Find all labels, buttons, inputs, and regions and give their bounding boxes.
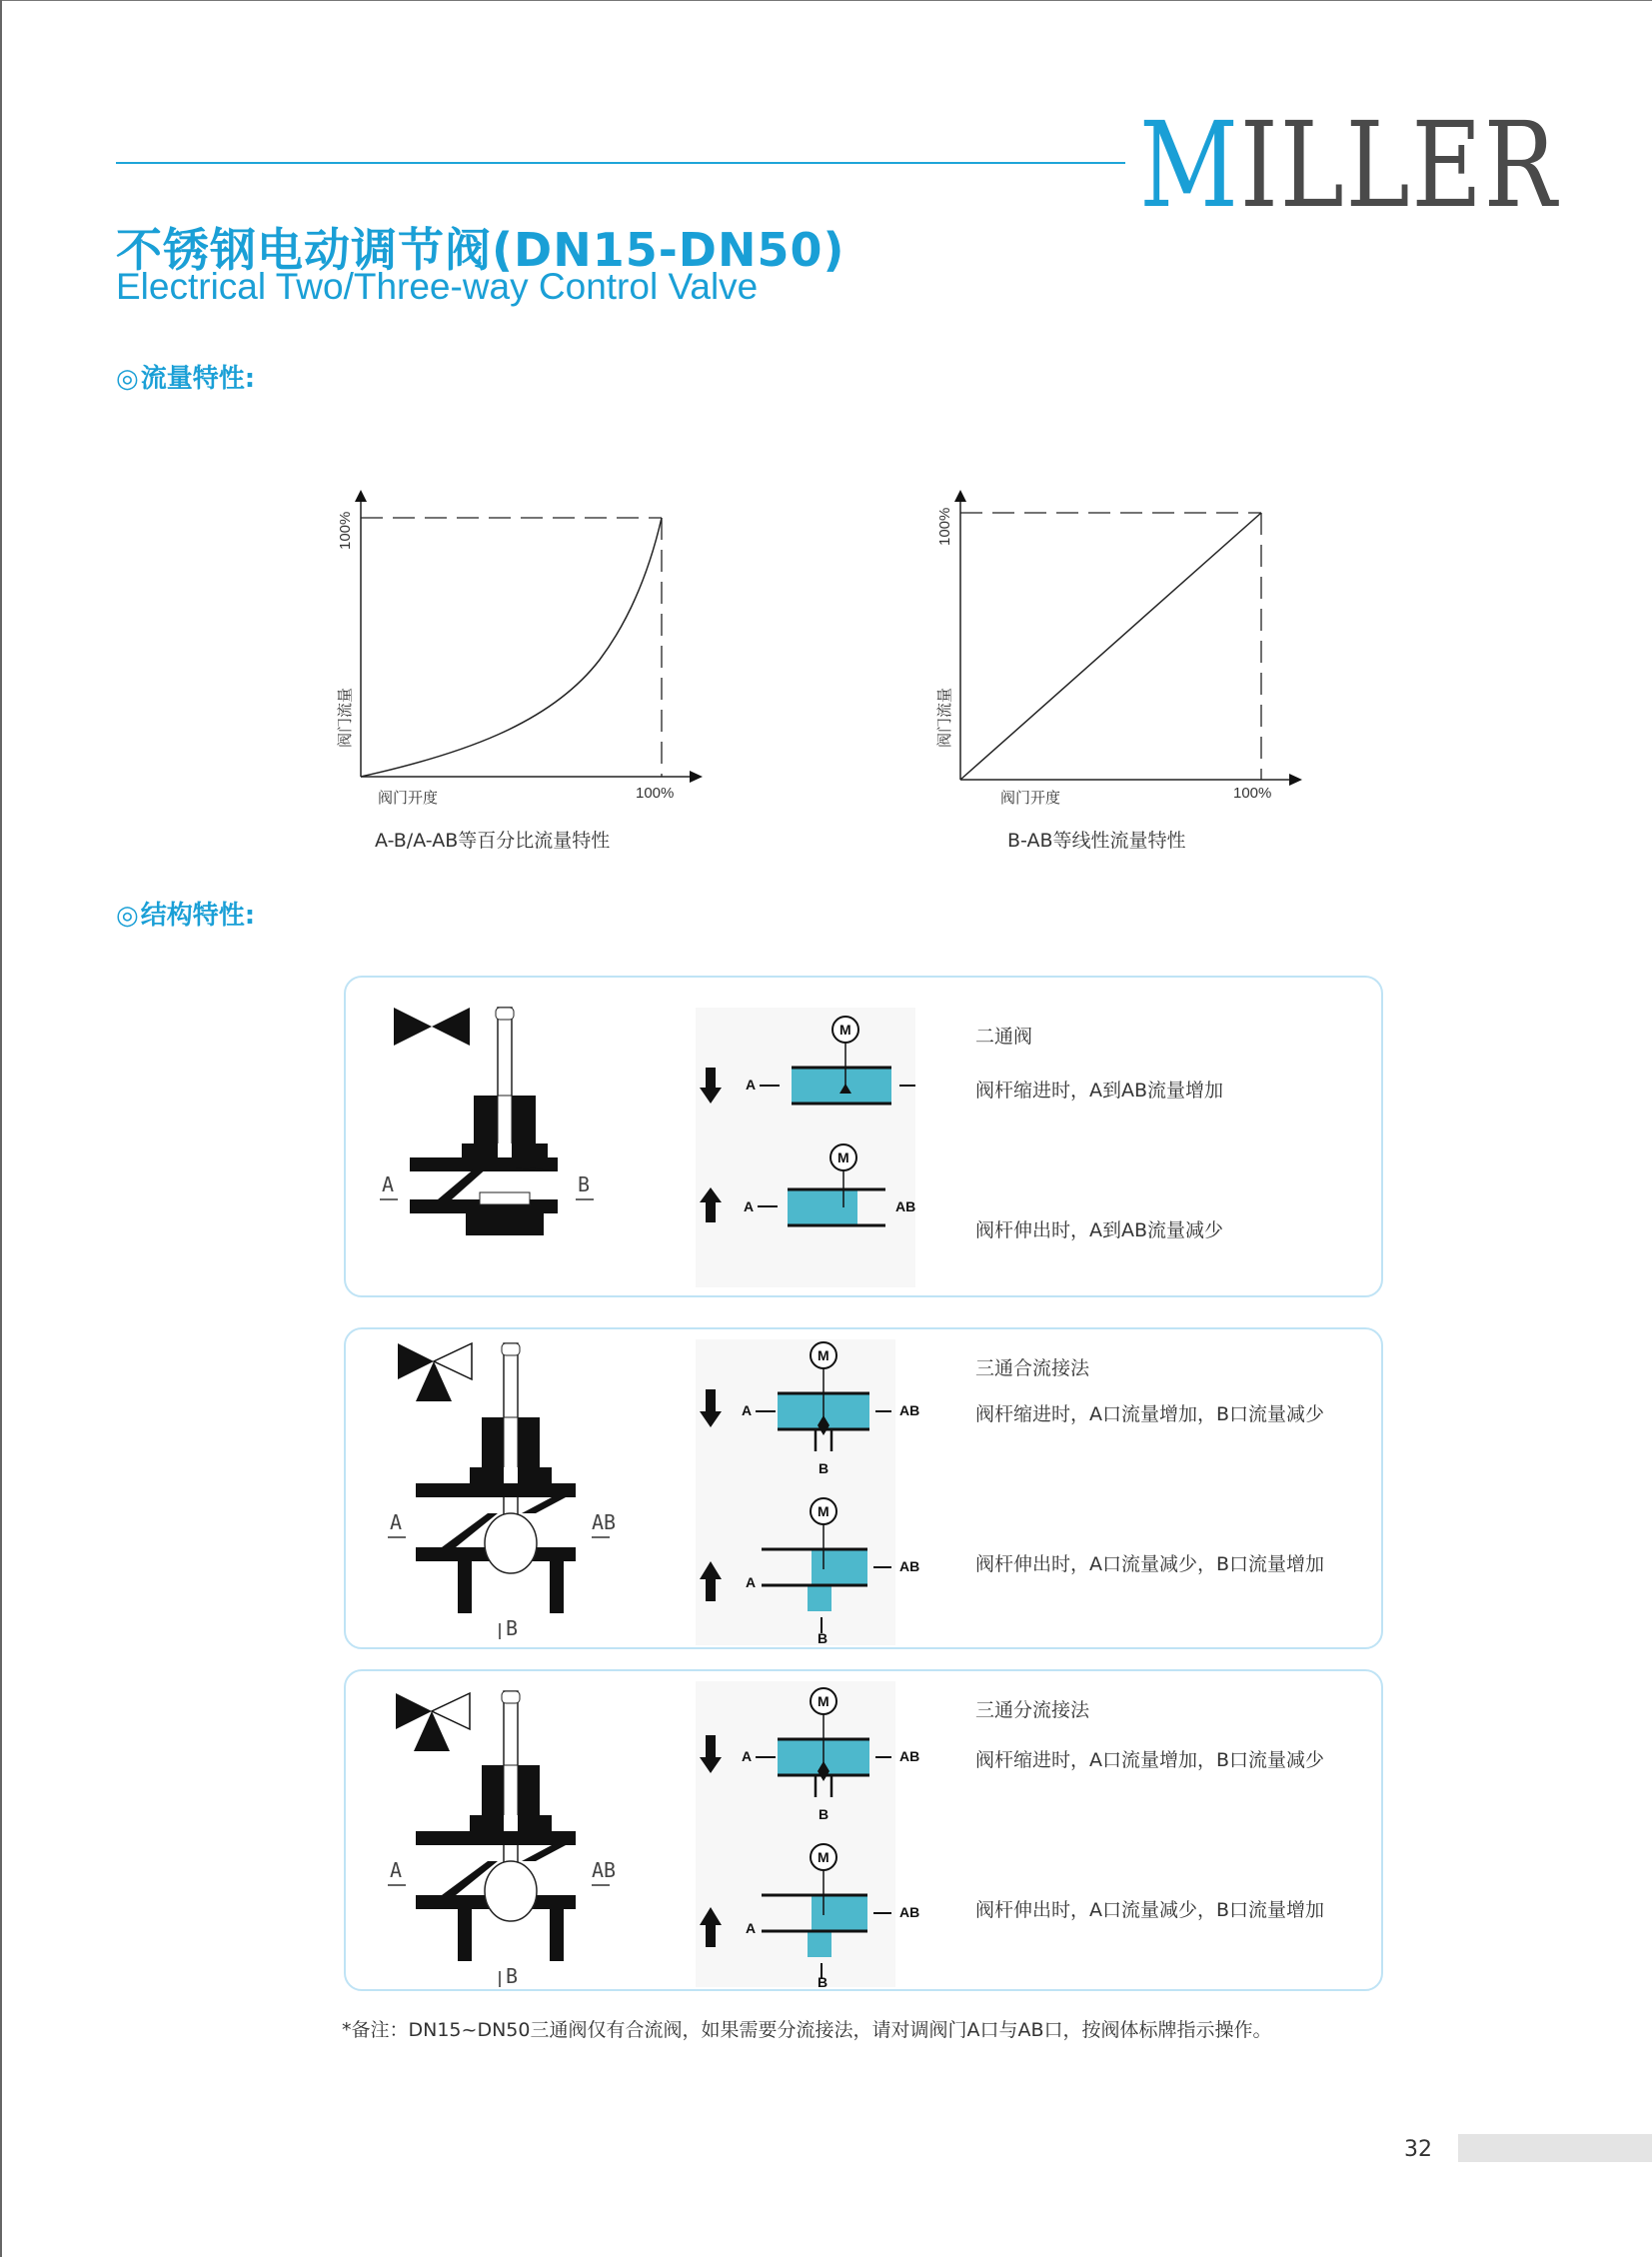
panel-desc-retract: 阀杆缩进时，A到AB流量增加 [975, 1080, 1224, 1102]
y-axis-label: 阀门流量 [336, 687, 354, 748]
chart-linear [919, 480, 1319, 807]
x-axis-label: 阀门开度 [1000, 789, 1061, 807]
y-axis-label: 阀门流量 [935, 687, 953, 748]
svg-text:M: M [818, 1849, 829, 1865]
y-tick-end: 100% [337, 511, 354, 550]
x-axis-label: 阀门开度 [378, 789, 439, 807]
section-heading-label: 结构特性: [140, 901, 256, 931]
page-number: 32 [1404, 2137, 1432, 2162]
svg-text:B: B [818, 1974, 828, 1990]
svg-text:B: B [819, 1460, 829, 1476]
svg-text:AB: AB [895, 1198, 916, 1214]
panel-desc-retract: 阀杆缩进时，A口流量增加，B口流量减少 [975, 1749, 1325, 1771]
svg-text:M: M [818, 1347, 829, 1363]
three-way-mixing-flow-schematic [696, 1339, 920, 1646]
svg-text:M: M [837, 1149, 849, 1165]
chart-equal-percentage [320, 480, 720, 807]
section-heading-structure [116, 895, 255, 932]
port-label-ab: AB [592, 1510, 617, 1534]
svg-text:M: M [818, 1503, 829, 1519]
port-label-b: B [578, 1172, 591, 1196]
valve-panel-three-way-diverting [344, 1669, 1383, 1991]
footnote: *备注：DN15~DN50三通阀仅有合流阀，如果需要分流接法，请对调阀门A口与AB口，按阀体标牌指示操作。 [342, 2019, 1272, 2041]
svg-text:B: B [818, 1630, 828, 1646]
page-border [0, 0, 1652, 1]
svg-text:A: A [742, 1402, 753, 1418]
chart-caption: B-AB等线性流量特性 [1007, 830, 1186, 852]
port-label-b: B [506, 1616, 519, 1640]
svg-text:A: A [742, 1748, 753, 1764]
svg-text:M: M [839, 1022, 851, 1038]
double-circle-icon: ◎ [116, 364, 139, 394]
svg-text:A: A [746, 1920, 757, 1936]
arrow-down-icon [700, 1389, 722, 1427]
port-label-a: A [390, 1858, 403, 1882]
two-way-valve-cross-section [382, 1008, 646, 1237]
port-label-a: A [382, 1172, 395, 1196]
x-tick-end: 100% [636, 785, 675, 802]
section-heading-flow [116, 358, 255, 395]
svg-text:AB: AB [899, 1904, 920, 1920]
port-label-b: B [506, 1964, 519, 1988]
brand-logo-initial: M [1139, 96, 1240, 234]
valve-panel-two-way [344, 976, 1383, 1297]
section-heading-label: 流量特性: [140, 364, 256, 394]
three-way-valve-cross-section [390, 1691, 662, 1991]
chart-caption: A-B/A-AB等百分比流量特性 [375, 830, 611, 852]
port-label-ab: AB [592, 1858, 617, 1882]
arrow-down-icon [700, 1735, 722, 1773]
three-way-valve-cross-section [390, 1343, 662, 1643]
svg-text:AB: AB [899, 1748, 920, 1764]
page-number-bar [1458, 2134, 1652, 2162]
two-way-flow-schematic [696, 1008, 915, 1287]
panel-title: 三通分流接法 [975, 1699, 1090, 1721]
brand-logo [1139, 96, 1559, 234]
svg-text:A: A [746, 1077, 757, 1093]
arrow-down-icon [700, 1068, 722, 1104]
arrow-up-icon [700, 1561, 722, 1601]
panel-desc-extend: 阀杆伸出时，A口流量减少，B口流量增加 [975, 1899, 1325, 1921]
panel-desc-extend: 阀杆伸出时，A到AB流量减少 [975, 1219, 1224, 1241]
x-tick-end: 100% [1233, 785, 1272, 802]
valve-panel-three-way-mixing [344, 1327, 1383, 1649]
svg-text:AB: AB [899, 1558, 920, 1574]
svg-text:A: A [746, 1574, 757, 1590]
svg-text:A: A [744, 1198, 755, 1214]
header-rule [116, 162, 1125, 164]
page-subtitle: Electrical Two/Three-way Control Valve [116, 266, 759, 307]
double-circle-icon: ◎ [116, 901, 139, 931]
port-label-a: A [390, 1510, 403, 1534]
arrow-up-icon [700, 1187, 722, 1222]
panel-desc-extend: 阀杆伸出时，A口流量减少，B口流量增加 [975, 1553, 1325, 1575]
three-way-diverting-flow-schematic [696, 1681, 920, 1990]
panel-desc-retract: 阀杆缩进时，A口流量增加，B口流量减少 [975, 1403, 1325, 1425]
panel-title: 三通合流接法 [975, 1357, 1090, 1379]
svg-text:AB: AB [899, 1402, 920, 1418]
page-title: 不锈钢电动调节阀(DN15-DN50) [116, 223, 845, 277]
arrow-up-icon [700, 1907, 722, 1947]
svg-text:M: M [818, 1693, 829, 1709]
panel-title: 二通阀 [975, 1026, 1033, 1048]
page-border [0, 0, 2, 2257]
svg-text:B: B [819, 1806, 829, 1822]
brand-logo-rest: ILLER [1239, 96, 1559, 234]
y-tick-end: 100% [936, 507, 953, 546]
